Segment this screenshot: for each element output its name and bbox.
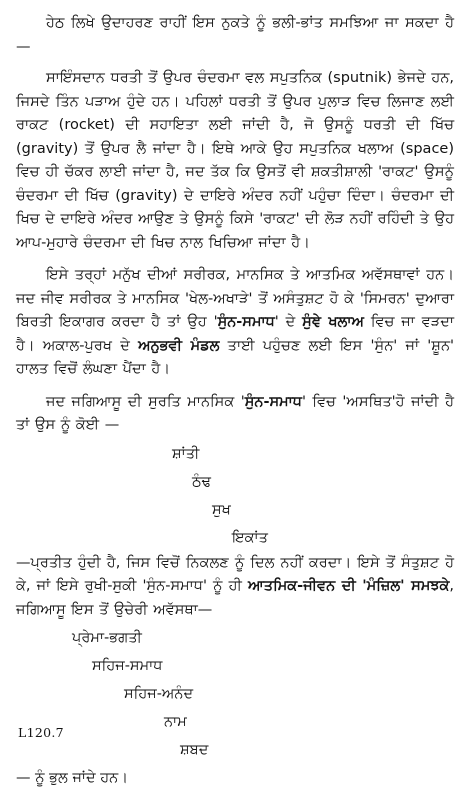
para2-bold-b: ਸੁੰਞੇ ਖਲਾਅ [302,314,364,330]
para2-bold-c: ਅਨੁਭਵੀ ਮੰਡਲ [138,337,220,354]
para4-text-b: , ਜਗਿਆਸੂ ਇਸ ਤੋਂ ਉਚੇਰੀ ਅਵੱਸਥਾ— [16,578,454,618]
para2-text-d: ਤਾਈ ਪਹੁੰਚਣ ਲਈ ਇਸ 'ਸੁੰਨ' ਜਾਂ 'ਸ਼ੂਨ' ਹਾਲਤ ਵਿਚੋਂ ਲੰਘਣਾ ਪੈਂਦਾ ਹੈ। [16,337,454,377]
pratit-paragraph [16,552,454,623]
para2-text-b: ' ਦੇ [274,314,303,330]
para2-bold-a: ਸੁੰਨ-ਸਮਾਧ [217,314,275,330]
para4-bold-a: ਆਤਮਿਕ-ਜੀਵਨ ਦੀ 'ਮੰਜ਼ਿਲ' ਸਮਝਕੇ [248,578,450,594]
stages-list [16,624,454,764]
list-item: ਸਹਿਜ-ਸਮਾਧ [92,658,163,674]
list-item: ਸ਼ਾਂਤੀ [172,445,200,462]
list-item: ਸਹਿਜ-ਅਨੰਦ [124,686,194,702]
page-code: L120.7 [18,725,64,740]
states-paragraph [16,264,454,382]
para3-text-a: ਜਦ ਜਗਿਆਸੂ ਦੀ ਸੁਰਤਿ ਮਾਨਸਿਕ ' [46,393,245,410]
para4-text-a: —ਪ੍ਰਤੀਤ ਹੁੰਦੀ ਹੈ, ਜਿਸ ਵਿਚੋਂ ਨਿਕਲਣ ਨੂੰ ਦਿਲ ਨਹੀਂ ਕਰਦਾ। ਇਸੇ ਤੋਂ ਸੰਤੁਸ਼ਟ ਹੋ ਕੇ, ਜਾਂ ਇਸੇ ਰੁਖੀ-ਸੁਕੀ 'ਸੁੰਨ-ਸਮਾਧ' ਨੂੰ ਹੀ [16,554,454,594]
para3-text-b: ' ਵਿਚ 'ਅਸਥਿਤ'ਹੋ ਜਾਂਦੀ ਹੈ ਤਾਂ ਉਸ ਨੂੰ ਕੋਈ — [16,393,454,433]
para2-text-a: ਇਸੇ ਤਰ੍ਹਾਂ ਮਨੁੱਖ ਦੀਆਂ ਸਰੀਰਕ, ਮਾਨਸਿਕ ਤੇ ਆਤਮਿਕ ਅਵੱਸਥਾਵਾਂ ਹਨ। ਜਦ ਜੀਵ ਸਰੀਰਕ ਤੇ ਮਾਨਸਿਕ 'ਖੇਲ-ਅਖਾੜੇ' ਤੋਂ ਅਸੰਤੁਸ਼ਟ ਹੋ ਕੇ 'ਸਿਮਰਨ' ਦੁਆਰਾ ਬਿਰਤੀ ਇਕਾਗਰ ਕਰਦਾ ਹੈ ਤਾਂ ਉਹ ' [16,267,454,330]
list-item: ਸੁਖ [212,501,231,518]
list-item: ਇਕਾਂਤ [232,529,268,546]
intro-paragraph: ਹੇਠ ਲਿਖੇ ਉਦਾਹਰਣ ਰਾਹੀਂ ਇਸ ਨੁਕਤੇ ਨੂੰ ਭਲੀ-ਭਾਂਤ ਸਮਝਿਆ ਜਾ ਸਕਦਾ ਹੈ — [16,15,454,55]
closing-line: — ਨੂੰ ਭੁਲ ਜਾਂਦੇ ਹਨ। [16,770,128,786]
para2-text-c: ਵਿਚ ਜਾ ਵੜਦਾ ਹੈ। ਅਕਾਲ-ਪੁਰਖ ਦੇ [16,314,454,354]
list-item: ਠੰਢ [192,473,211,490]
para3-bold-a: ਸੁੰਨ-ਸਮਾਧ [244,393,302,410]
sputnik-paragraph: ਸਾਇੰਸਦਾਨ ਧਰਤੀ ਤੋਂ ਉਪਰ ਚੰਦਰਮਾ ਵਲ ਸਪੁਤਨਿਕ (sputnik) ਭੇਜਦੇ ਹਨ, ਜਿਸਦੇ ਤਿੰਨ ਪੜਾਅ ਹੁੰਦੇ ਹਨ। ਪਹਿਲਾਂ ਧਰਤੀ ਤੋਂ ਉਪਰ ਪੁਲਾੜ ਵਿਚ ਲਿਜਾਣ ਲਈ ਰਾਕਟ (rocket) ਦੀ ਸਹਾਇਤਾ ਲਈ ਜਾਂਦੀ ਹੈ, ਜੋ ਉਸਨੂੰ ਧਰਤੀ ਦੀ ਖਿੱਚ (gravity) ਤੋਂ ਉਪਰ ਲੈ ਜਾਂਦਾ ਹੈ। ਇਥੇ ਆਕੇ ਉਹ ਸਪੁਤਨਿਕ ਖਲਾਅ (space) ਵਿਚ ਹੀ ਚੱਕਰ ਲਾਈ ਜਾਂਦਾ ਹੈ, ਜਦ ਤੱਕ ਕਿ ਉਸਤੋਂ ਵੀ ਸ਼ਕਤੀਸ਼ਾਲੀ 'ਰਾਕਟ' ਉਸਨੂੰ ਚੰਦਰਮਾ ਦੀ ਖਿੱਚ (gravity) ਦੇ ਦਾਇਰੇ ਅੰਦਰ ਨਹੀਂ ਪਹੁੰਚਾ ਦਿੰਦਾ। ਚੰਦਰਮਾ ਦੀ ਖਿਚ ਦੇ ਦਾਇਰੇ ਅੰਦਰ ਆਉਣ ਤੇ ਉਸਨੂੰ ਕਿਸੇ 'ਰਾਕਟ' ਦੀ ਲੋੜ ਨਹੀਂ ਰਹਿੰਦੀ ਤੇ ਉਹ ਆਪ-ਮੁਹਾਰੇ ਚੰਦਰਮਾ ਦੀ ਖਿਚ ਨਾਲ ਖਿਚਿਆ ਜਾਂਦਾ ਹੈ। [16,70,454,251]
states-list [16,440,454,552]
samadhi-paragraph [16,391,454,438]
list-item: ਸ਼ਬਦ [180,742,209,758]
list-item: ਨਾਮ [164,714,187,730]
list-item: ਪ੍ਰੇਮਾ-ਭਗਤੀ [72,630,142,646]
